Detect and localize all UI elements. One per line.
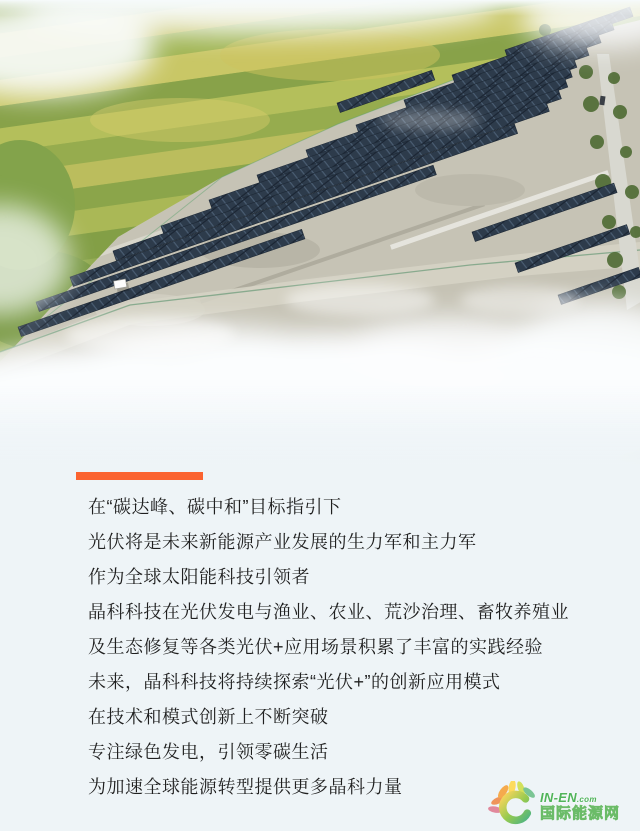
article-line: 在“碳达峰、碳中和”目标指引下 [88,497,342,517]
site-watermark [488,781,640,831]
article-body [88,490,608,805]
top-fade [0,0,640,16]
article-line: 为加速全球能源转型提供更多晶科力量 [88,777,403,797]
bottom-fade [0,385,640,470]
watermark-brand: IN-EN.com [540,790,597,805]
inen-logo-icon [488,781,538,831]
accent-divider [76,472,203,480]
article-line: 晶科科技在光伏发电与渔业、农业、荒沙治理、畜牧养殖业 [88,602,569,622]
article-line: 专注绿色发电，引领零碳生活 [88,742,329,762]
article-line: 及生态修复等各类光伏+应用场景积累了丰富的实践经验 [88,637,544,657]
watermark-brand-cn: 国际能源网 [540,805,621,822]
logo-swirl [503,794,528,820]
article-line: 在技术和模式创新上不断突破 [88,707,329,727]
article-line: 光伏将是未来新能源产业发展的生力军和主力军 [88,532,477,552]
article-line: 未来，晶科科技将持续探索“光伏+”的创新应用模式 [88,672,501,692]
article-line: 作为全球太阳能科技引领者 [88,567,310,587]
watermark-text [540,791,620,821]
